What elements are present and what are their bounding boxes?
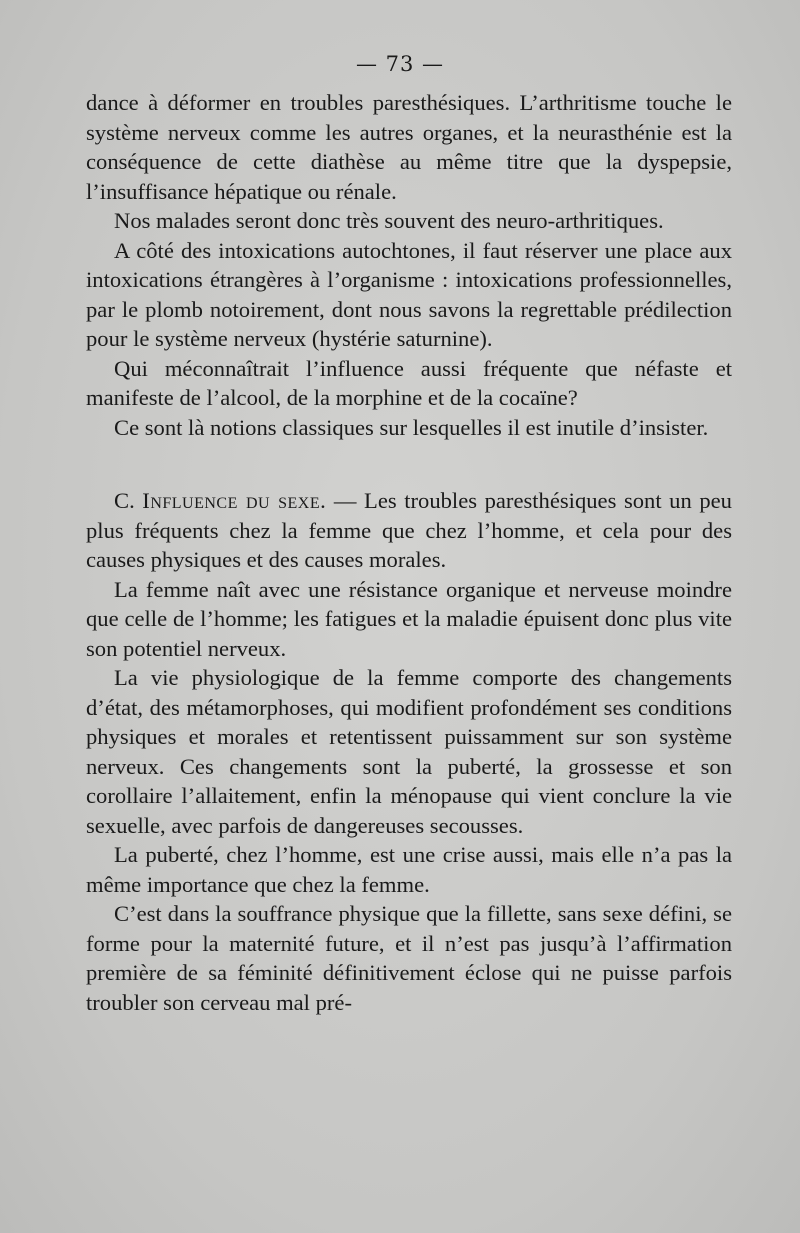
paragraph: C’est dans la souffrance physique que la fillette, sans sexe défini, se forme pour la maternité future, et il n’est pas jusqu’à l’affirmation première de sa féminité définitivement éclose qui ne puisse parfois troubler son cerveau mal pré- <box>86 901 732 1015</box>
page-number: — 73 — <box>355 52 445 76</box>
paragraph: La femme naît avec une résistance organique et nerveuse moindre que celle de l’homme; les fatigues et la maladie épuisent donc plus vite son potentiel nerveux. <box>86 576 732 661</box>
paragraph: Nos malades seront donc très souvent des neuro-arthritiques. <box>114 208 664 233</box>
paragraph: Qui méconnaîtrait l’influence aussi fréquente que néfaste et manifeste de l’alcool, de la morphine et de la cocaïne? <box>86 355 732 410</box>
paragraph: Ce sont là notions classiques sur lesquelles il est inutile d’insister. <box>114 414 709 440</box>
paragraph: A côté des intoxications autochtones, il faut réserver une place aux intoxications étrangères à l’organisme : intoxications professionnelles, par le plomb notoirement, dont nous savons la regrettable prédilection pour le système nerveux (hystérie saturnine). <box>86 237 732 351</box>
section-letter: C. <box>114 488 135 513</box>
section-dash: — <box>333 488 357 513</box>
body-text <box>86 88 732 1017</box>
paragraph: dance à déformer en troubles paresthésiques. L’arthritisme touche le système nerveux comme les autres organes, et la neurasthénie est la conséquence de cette diathèse au même titre que la dyspepsie, l’insuffisance hépatique ou rénale. <box>86 90 732 204</box>
paragraph: La vie physiologique de la femme comporte des changements d’état, des métamorphoses, qui modifient profondément ses conditions physiques et morales et retentissent puissamment sur son système nerveux. Ces changements sont la puberté, la grossesse et son corollaire l’allaitement, enfin la ménopause qui vient conclure la vie sexuelle, avec parfois de dangereuses secousses. <box>86 665 732 838</box>
section-spacer <box>86 442 732 486</box>
paragraph: La puberté, chez l’homme, est une crise aussi, mais elle n’a pas la même importance que chez la femme. <box>86 842 732 897</box>
section-paragraph <box>86 486 732 575</box>
section-lead: Les troubles paresthésiques sont un peu plus fréquents chez la femme que chez l’homme, et cela pour des causes physiques et des causes morales. <box>86 488 732 572</box>
section-heading: Influence du sexe. <box>142 488 327 513</box>
